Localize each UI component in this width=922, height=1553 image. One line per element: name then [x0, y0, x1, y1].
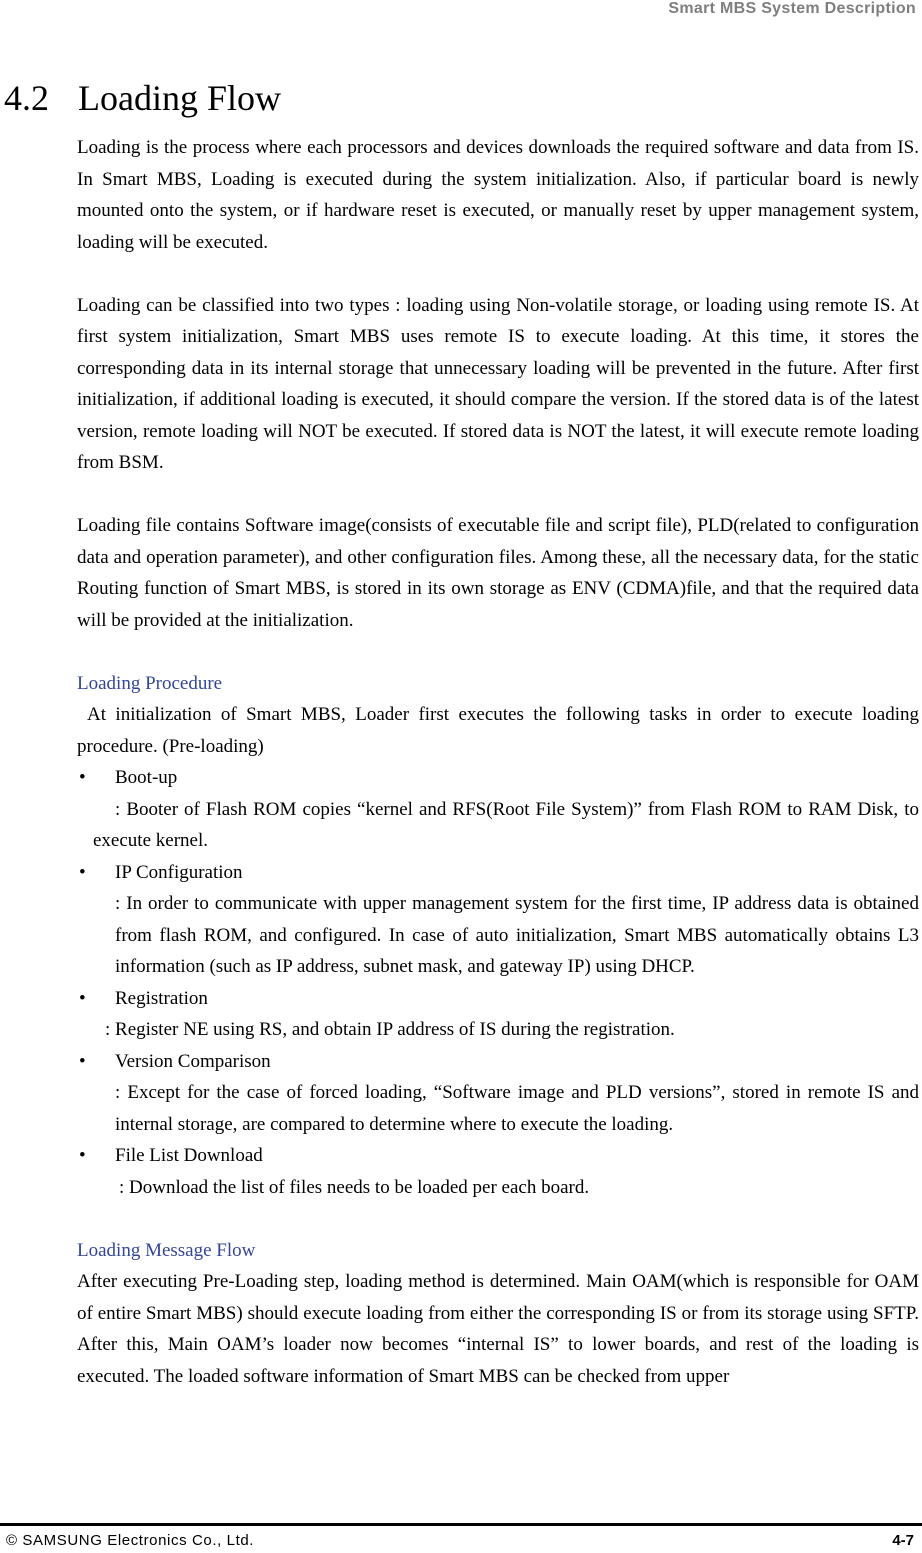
paragraph: Loading can be classified into two types : loading using Non-volatile storage, or loading using remote IS. At first system initialization, Smart MBS uses remote IS to execute loading. At this time, it stores the corresponding data in its internal storage that unnecessary loading will be prevented in the future. After first initialization, if additional loading is executed, it should compare the version. If the stored data is of the latest version, remote loading will NOT be executed. If stored data is NOT the latest, it will execute remote loading from BSM.	[77, 294, 919, 473]
paragraph: Loading file contains Software image(consists of executable file and script file), PLD(related to configuration data and operation parameter), and other configuration files. Among these, all the necessary data, for the static Routing function of Smart MBS, is stored in its own storage as ENV (CDMA)file, and that the required data will be provided at the initialization.	[77, 515, 919, 631]
bullet-item	[77, 1140, 919, 1172]
loading-procedure-heading: Loading Procedure	[77, 672, 223, 694]
footer-divider	[0, 1523, 922, 1526]
bullet-item	[77, 983, 919, 1015]
bullet-description: : Booter of Flash ROM copies “kernel and RFS(Root File System)” from Flash ROM to RAM Disk, to execute kernel.	[93, 798, 919, 851]
bullet-description: : Except for the case of forced loading, “Software image and PLD versions”, stored in remote IS and internal storage, are compared to determine where to execute the loading.	[115, 1082, 919, 1135]
bullet-item	[77, 857, 919, 889]
section-number: 4.2	[4, 78, 49, 118]
bullet-description: : Register NE using RS, and obtain IP address of IS during the registration.	[105, 1019, 675, 1040]
paragraph: After executing Pre-Loading step, loading method is determined. Main OAM(which is responsible for OAM of entire Smart MBS) should execute loading from either the corresponding IS or from its storage using SFTP. After this, Main OAM’s loader now becomes “internal IS” to lower boards, and rest of the loading is executed. The loaded software information of Smart MBS can be checked from upper	[77, 1271, 919, 1387]
loading-message-flow-heading: Loading Message Flow	[77, 1239, 256, 1261]
section-title: Loading Flow	[78, 78, 281, 118]
loading-procedure-intro: At initialization of Smart MBS, Loader first executes the following tasks in order to execute loading procedure. (Pre-loading)	[77, 704, 919, 757]
bullet-icon: •	[79, 987, 86, 1009]
page-number: 4-7	[892, 1532, 914, 1549]
paragraph: Loading is the process where each processors and devices downloads the required software and data from IS. In Smart MBS, Loading is executed during the system initialization. Also, if particular board is newly mounted onto the system, or if hardware reset is executed, or manually reset by upper management system, loading will be executed.	[77, 137, 919, 253]
bullet-icon: •	[79, 1050, 86, 1072]
body-content	[77, 132, 919, 1392]
bullet-item	[77, 762, 919, 794]
bullet-title: Version Comparison	[115, 1050, 271, 1072]
bullet-item	[77, 1046, 919, 1078]
running-header-title: Smart MBS System Description	[668, 0, 916, 17]
footer-copyright: © SAMSUNG Electronics Co., Ltd.	[6, 1532, 255, 1549]
bullet-title: Registration	[115, 987, 208, 1009]
bullet-title: File List Download	[115, 1145, 263, 1166]
bullet-icon: •	[79, 1145, 86, 1166]
bullet-title: Boot-up	[115, 767, 178, 788]
bullet-description: : In order to communicate with upper management system for the first time, IP address data is obtained from flash ROM, and configured. In case of auto initialization, Smart MBS automatically obtains L3 information (such as IP address, subnet mask, and gateway IP) using DHCP.	[115, 893, 919, 977]
bullet-description: : Download the list of files needs to be loaded per each board.	[119, 1176, 590, 1198]
bullet-icon: •	[79, 861, 86, 883]
section-heading	[4, 76, 281, 120]
bullet-title: IP Configuration	[115, 861, 243, 883]
bullet-icon: •	[79, 767, 86, 788]
